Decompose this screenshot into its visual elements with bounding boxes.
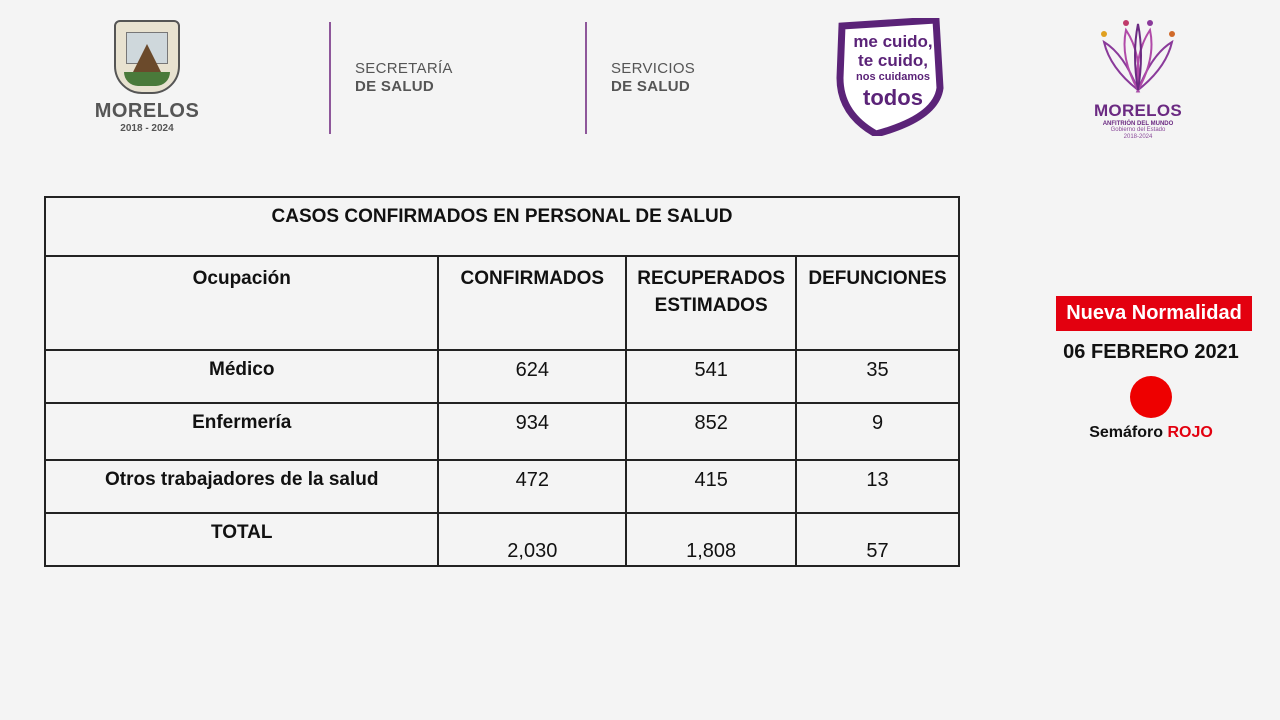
- table-title: CASOS CONFIRMADOS EN PERSONAL DE SALUD: [45, 197, 959, 256]
- anfitrion-gov-line2: 2018-2024: [1123, 134, 1153, 140]
- row-defunciones: 9: [796, 403, 959, 460]
- header-divider: [585, 22, 587, 134]
- table-row: [45, 460, 959, 513]
- anfitrion-tagline: ANFITRIÓN DEL MUNDO: [1102, 121, 1174, 127]
- total-recuperados: 1,808: [626, 513, 796, 566]
- row-confirmados: 624: [438, 350, 626, 403]
- secretaria-salud-logo: [355, 60, 453, 96]
- servicios-salud-logo: [611, 60, 695, 96]
- column-header-defunciones: DEFUNCIONES: [796, 256, 959, 350]
- table-row: [45, 403, 959, 460]
- row-defunciones: 35: [796, 350, 959, 403]
- row-confirmados: 472: [438, 460, 626, 513]
- total-confirmados: 2,030: [438, 513, 626, 566]
- morelos-anfitrion-logo: [1086, 18, 1190, 141]
- flower-icon: [1090, 18, 1186, 94]
- campaign-line2: te cuido,: [858, 51, 928, 70]
- header-divider: [329, 22, 331, 134]
- row-recuperados: 541: [626, 350, 796, 403]
- status-panel: [1040, 296, 1262, 442]
- morelos-logo-years: 2018 - 2024: [120, 123, 174, 134]
- campaign-line3: nos cuidamos: [856, 71, 930, 83]
- column-header-confirmados: CONFIRMADOS: [438, 256, 626, 350]
- row-ocupacion: Médico: [45, 350, 438, 403]
- semaforo-label: Semáforo: [1089, 424, 1163, 441]
- table-header-row: [45, 256, 959, 350]
- table-total-row: [45, 513, 959, 566]
- row-defunciones: 13: [796, 460, 959, 513]
- traffic-light-red-icon: [1130, 376, 1172, 418]
- campaign-line1: me cuido,: [853, 32, 933, 51]
- row-recuperados: 415: [626, 460, 796, 513]
- anfitrion-gov-line1: Gobierno del Estado: [1110, 127, 1166, 133]
- secretaria-line2: DE SALUD: [355, 78, 435, 95]
- total-defunciones: 57: [796, 513, 959, 566]
- row-confirmados: 934: [438, 403, 626, 460]
- semaforo-status: [1040, 424, 1262, 442]
- servicios-line2: DE SALUD: [611, 78, 691, 95]
- health-staff-cases-table: [44, 196, 960, 567]
- column-header-recuperados: RECUPERADOS ESTIMADOS: [626, 256, 796, 350]
- row-ocupacion: Otros trabajadores de la salud: [45, 460, 438, 513]
- table-row: [45, 350, 959, 403]
- semaforo-value: ROJO: [1167, 424, 1213, 441]
- morelos-state-logo: [92, 20, 202, 134]
- header: [0, 0, 1280, 160]
- row-recuperados: 852: [626, 403, 796, 460]
- morelos-logo-name: MORELOS: [94, 100, 200, 122]
- coat-of-arms-icon: [114, 20, 180, 94]
- campaign-line4: todos: [863, 85, 923, 110]
- total-label: TOTAL: [45, 513, 438, 566]
- anfitrion-logo-name: MORELOS: [1093, 101, 1183, 120]
- secretaria-line1: SECRETARÍA: [355, 60, 453, 77]
- report-date: 06 FEBRERO 2021: [1063, 341, 1239, 363]
- campaign-badge: [836, 18, 944, 136]
- nueva-normalidad-badge: Nueva Normalidad: [1056, 296, 1252, 331]
- column-header-ocupacion: Ocupación: [45, 256, 438, 350]
- row-ocupacion: Enfermería: [45, 403, 438, 460]
- servicios-line1: SERVICIOS: [611, 60, 696, 77]
